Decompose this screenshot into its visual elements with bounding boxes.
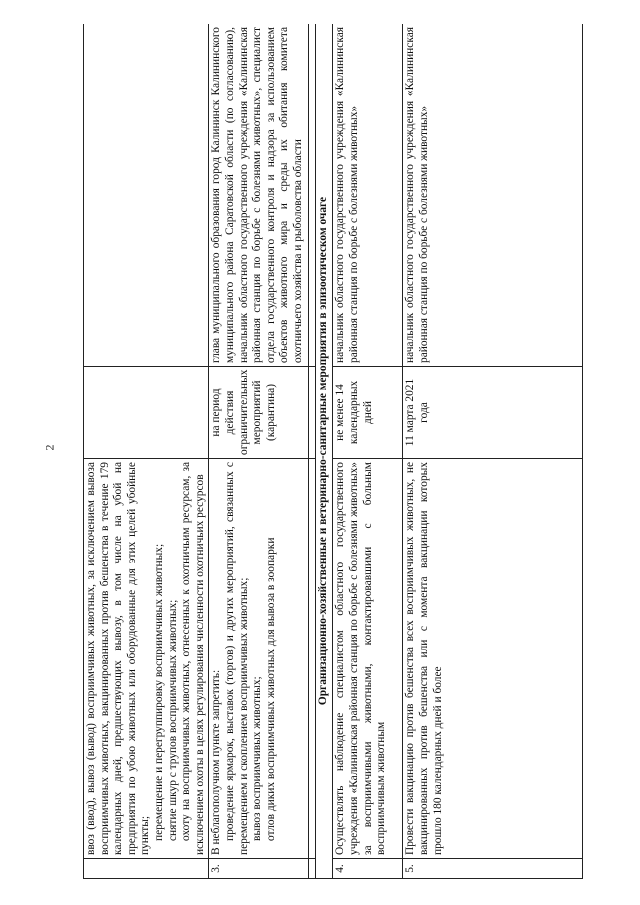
measure-line: охоту на восприимчивых животных, отнесенных к охотничьим ресурсам, за исключением охоты в целях регулирования численности охотничьих ресурсов (180, 462, 206, 855)
spacer-cell (309, 859, 316, 879)
term-cell: на период действия ограничительных мероприятий (карантина) (209, 367, 309, 459)
measure-line: проведение ярмарок, выставок (торгов) и других мероприятий, связанных с перемещением и скоплением восприимчивых животных; (223, 462, 250, 855)
measures-table (83, 24, 583, 879)
measure-line: отлов диких восприимчивых животных для вывоза в зоопарки (264, 537, 277, 841)
responsible-cell: глава муниципального образования город Калининск Калининского муниципального района Саратовской области (по согласованию), начальник областного государственного учреждения «Калининская районная станция по борьбе с болезнями животных», специалист отдела государственного контроля и надзора за использованием объектов животного мира и среды их обитания комитета охотничьего хозяйства и рыболовства области (209, 24, 309, 367)
term-cell (84, 367, 209, 459)
section-header-row (316, 24, 333, 879)
measure-line: перемещение и перегруппировку восприимчивых животных; (152, 543, 165, 841)
measure-cell (84, 459, 209, 859)
row-number-cell (84, 859, 209, 879)
measure-line: ввоз (ввод), вывоз (вывод) восприимчивых животных, за исключением вывоза восприимчивых животных, вакцинированных против бешенства в течение 179 календарных дней, предшествующих вывозу, в том числе на убой на предприятия по убою животных или оборудованные для этих целей убойные пункты; (85, 462, 152, 855)
measure-line: снятие шкур с трупов восприимчивых животных; (166, 599, 179, 841)
table-row-4 (333, 24, 403, 879)
spacer-cell (309, 24, 316, 367)
table-row-3 (209, 24, 309, 879)
table-row-continuation (84, 24, 209, 879)
row-number-cell: 3. (209, 859, 309, 879)
row-number-cell: 5. (403, 859, 583, 879)
responsible-cell (84, 24, 209, 367)
measures-table-frame (83, 24, 583, 879)
measure-cell: Осуществлять наблюдение специалистом областного государственного учреждения «Калининская районная станция по борьбе с болезнями животных» за восприимчивыми животными, контактировавшими с больным восприимчивым животным (333, 459, 403, 859)
responsible-cell: начальник областного государственного учреждения «Калининская районная станция по борьбе с болезнями животных» (403, 24, 583, 367)
measure-cell (209, 459, 309, 859)
measure-cell: Провести вакцинацию против бешенства всех восприимчивых животных, не вакцинированных против бешенства или с момента вакцинации которых прошло 180 календарных дней и более (403, 459, 583, 859)
term-cell: не менее 14 календарных дней (333, 367, 403, 459)
table-row-5 (403, 24, 583, 879)
row-number-cell: 4. (333, 859, 403, 879)
measure-line: В неблагополучном пункте запретить: (210, 669, 223, 855)
measure-line: вывоз восприимчивых животных; (251, 676, 264, 841)
page-number: 2 (42, 444, 57, 451)
spacer-cell (309, 459, 316, 859)
responsible-cell: начальник областного государственного учреждения «Калининская районная станция по борьбе с болезнями животных» (333, 24, 403, 367)
term-cell: 11 марта 2021 года (403, 367, 583, 459)
spacer-cell (309, 367, 316, 459)
table-row-spacer (309, 24, 316, 879)
rotated-table-content (83, 24, 583, 879)
section-title: Организационно-хозяйственные и ветеринарно-санитарные мероприятия в эпизоотическом очаге (316, 24, 333, 879)
